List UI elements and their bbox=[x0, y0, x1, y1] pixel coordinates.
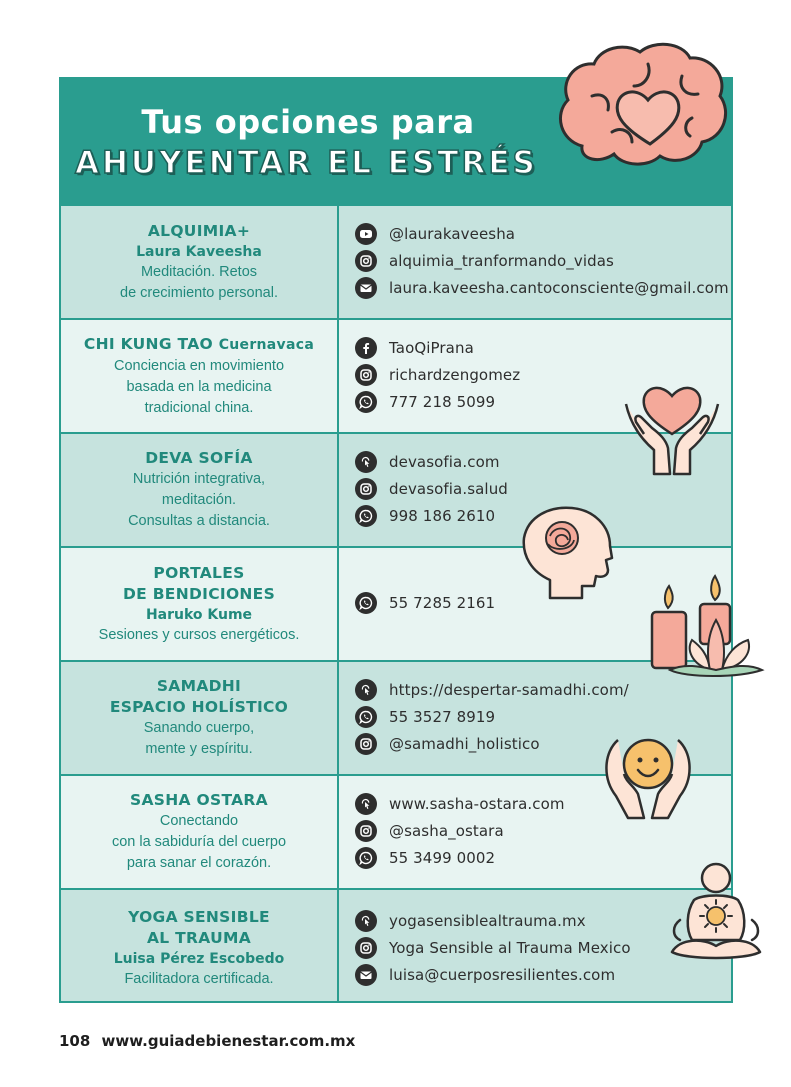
entry-title-text: DEVA SOFÍA bbox=[145, 449, 253, 467]
hands-heart-icon bbox=[620, 378, 724, 478]
entry-description-line: tradicional china. bbox=[144, 399, 254, 416]
entry-description-line: Conectando bbox=[159, 813, 239, 829]
entry-title-text: PORTALES bbox=[153, 563, 245, 582]
entry-description-line: para sanar el corazón. bbox=[126, 855, 272, 871]
contact-item[interactable] bbox=[355, 335, 731, 362]
directory-row bbox=[61, 890, 731, 1003]
email-icon bbox=[355, 964, 377, 986]
entry-description-line: Conciencia en movimiento bbox=[113, 357, 285, 374]
entry-title-line-2: DE BENDICIONES bbox=[122, 584, 276, 603]
entry-title bbox=[128, 907, 270, 928]
meditation-icon bbox=[666, 860, 766, 964]
entry-title bbox=[130, 790, 268, 811]
contact-text: alquimia_tranformando_vidas bbox=[389, 252, 614, 270]
entry-info bbox=[61, 548, 339, 660]
entry-description-line: Sesiones y cursos energéticos. bbox=[98, 626, 300, 643]
youtube-icon bbox=[355, 223, 377, 245]
entry-description-line: Facilitadora certificada. bbox=[124, 971, 274, 987]
entry-info bbox=[61, 662, 339, 774]
brain-heart-icon bbox=[552, 36, 732, 176]
entry-info bbox=[61, 890, 339, 1003]
entry-title bbox=[145, 448, 252, 469]
whatsapp-icon bbox=[355, 847, 377, 869]
entry-contacts bbox=[339, 206, 731, 318]
contact-text: 998 186 2610 bbox=[389, 507, 496, 525]
footer-website: www.guiadebienestar.com.mx bbox=[101, 1032, 356, 1050]
page-footer bbox=[59, 1032, 355, 1050]
contact-text: 55 3527 8919 bbox=[389, 708, 496, 726]
whatsapp-icon bbox=[355, 391, 377, 413]
entry-title-line-2: ESPACIO HOLÍSTICO bbox=[109, 698, 289, 716]
contact-text: yogasensiblealtrauma.mx bbox=[389, 911, 586, 930]
contact-item[interactable] bbox=[355, 961, 731, 988]
web-click-icon bbox=[355, 910, 377, 932]
web-click-icon bbox=[355, 793, 377, 815]
entry-info bbox=[61, 776, 339, 888]
entry-description-line: Meditación. Retos bbox=[140, 263, 258, 280]
entry-title bbox=[157, 676, 241, 697]
contact-text: Yoga Sensible al Trauma Mexico bbox=[389, 938, 631, 957]
whatsapp-icon bbox=[355, 706, 377, 728]
page-number: 108 bbox=[59, 1032, 91, 1050]
header-line-1: Tus opciones para bbox=[141, 103, 475, 141]
entry-title-text: ALQUIMIA+ bbox=[147, 221, 251, 240]
email-icon bbox=[355, 277, 377, 299]
contact-text: 55 7285 2161 bbox=[389, 594, 496, 612]
contact-item[interactable] bbox=[355, 677, 731, 704]
web-click-icon bbox=[355, 451, 377, 473]
instagram-icon bbox=[355, 364, 377, 386]
entry-description-line: mente y espíritu. bbox=[145, 741, 253, 757]
entry-description-line: Consultas a distancia. bbox=[128, 513, 270, 529]
entry-title-text: CHI KUNG TAO bbox=[83, 334, 213, 353]
entry-person: Laura Kaveesha bbox=[136, 243, 262, 260]
contact-text: richardzengomez bbox=[389, 366, 521, 384]
contact-item[interactable] bbox=[355, 704, 731, 731]
entry-description-line: basada en la medicina bbox=[126, 378, 272, 395]
entry-description-line: meditación. bbox=[161, 492, 237, 508]
contact-text: TaoQiPrana bbox=[389, 339, 474, 357]
entry-person: Luisa Pérez Escobedo bbox=[113, 951, 285, 967]
entry-info bbox=[61, 434, 339, 546]
head-thoughts-icon bbox=[520, 506, 616, 600]
entry-person: Haruko Kume bbox=[145, 606, 253, 623]
entry-title bbox=[84, 334, 314, 356]
entry-description-line: con la sabiduría del cuerpo bbox=[111, 834, 287, 850]
header-line-2: AHUYENTAR EL ESTRÉS bbox=[75, 145, 538, 181]
facebook-icon bbox=[355, 337, 377, 359]
contact-text: @sasha_ostara bbox=[389, 822, 504, 840]
contact-text: @laurakaveesha bbox=[389, 225, 516, 243]
contact-item[interactable] bbox=[355, 476, 731, 503]
stress-options-card bbox=[59, 77, 733, 1003]
entry-title-text: SAMADHI bbox=[156, 677, 242, 695]
contact-item[interactable] bbox=[355, 221, 731, 248]
hands-smiley-icon bbox=[598, 730, 698, 822]
directory-row bbox=[61, 206, 731, 320]
entry-title-text: SASHA OSTARA bbox=[130, 791, 268, 809]
instagram-icon bbox=[355, 250, 377, 272]
contact-text: 55 3499 0002 bbox=[389, 849, 496, 867]
instagram-icon bbox=[355, 820, 377, 842]
contact-text: devasofia.salud bbox=[389, 480, 508, 498]
entry-description-line: Sanando cuerpo, bbox=[143, 720, 255, 736]
entry-title-line-2: AL TRAUMA bbox=[146, 929, 251, 947]
whatsapp-icon bbox=[355, 505, 377, 527]
contact-text: https://despertar-samadhi.com/ bbox=[389, 681, 629, 699]
entry-description-line: de crecimiento personal. bbox=[120, 284, 278, 301]
directory-row bbox=[61, 548, 731, 662]
entry-title-text: YOGA SENSIBLE bbox=[128, 908, 270, 926]
contact-text: 777 218 5099 bbox=[389, 393, 496, 411]
instagram-icon bbox=[355, 478, 377, 500]
contact-text: laura.kaveesha.cantoconsciente@gmail.com bbox=[389, 279, 729, 297]
entry-info bbox=[61, 206, 339, 318]
instagram-icon bbox=[355, 937, 377, 959]
entry-title bbox=[153, 563, 244, 584]
contact-item[interactable] bbox=[355, 248, 731, 275]
entry-info bbox=[61, 320, 339, 432]
candle-lotus-icon bbox=[646, 574, 766, 678]
contact-text: www.sasha-ostara.com bbox=[389, 795, 565, 813]
entry-title-suffix: Cuernavaca bbox=[218, 336, 315, 353]
entry-title bbox=[148, 221, 250, 242]
whatsapp-icon bbox=[355, 592, 377, 614]
directory-list bbox=[61, 206, 731, 1003]
web-click-icon bbox=[355, 679, 377, 701]
contact-text: devasofia.com bbox=[389, 453, 500, 471]
entry-description-line: Nutrición integrativa, bbox=[132, 471, 266, 487]
contact-item[interactable] bbox=[355, 275, 731, 302]
instagram-icon bbox=[355, 733, 377, 755]
contact-text: luisa@cuerposresilientes.com bbox=[389, 965, 616, 984]
contact-text: @samadhi_holistico bbox=[389, 735, 540, 753]
